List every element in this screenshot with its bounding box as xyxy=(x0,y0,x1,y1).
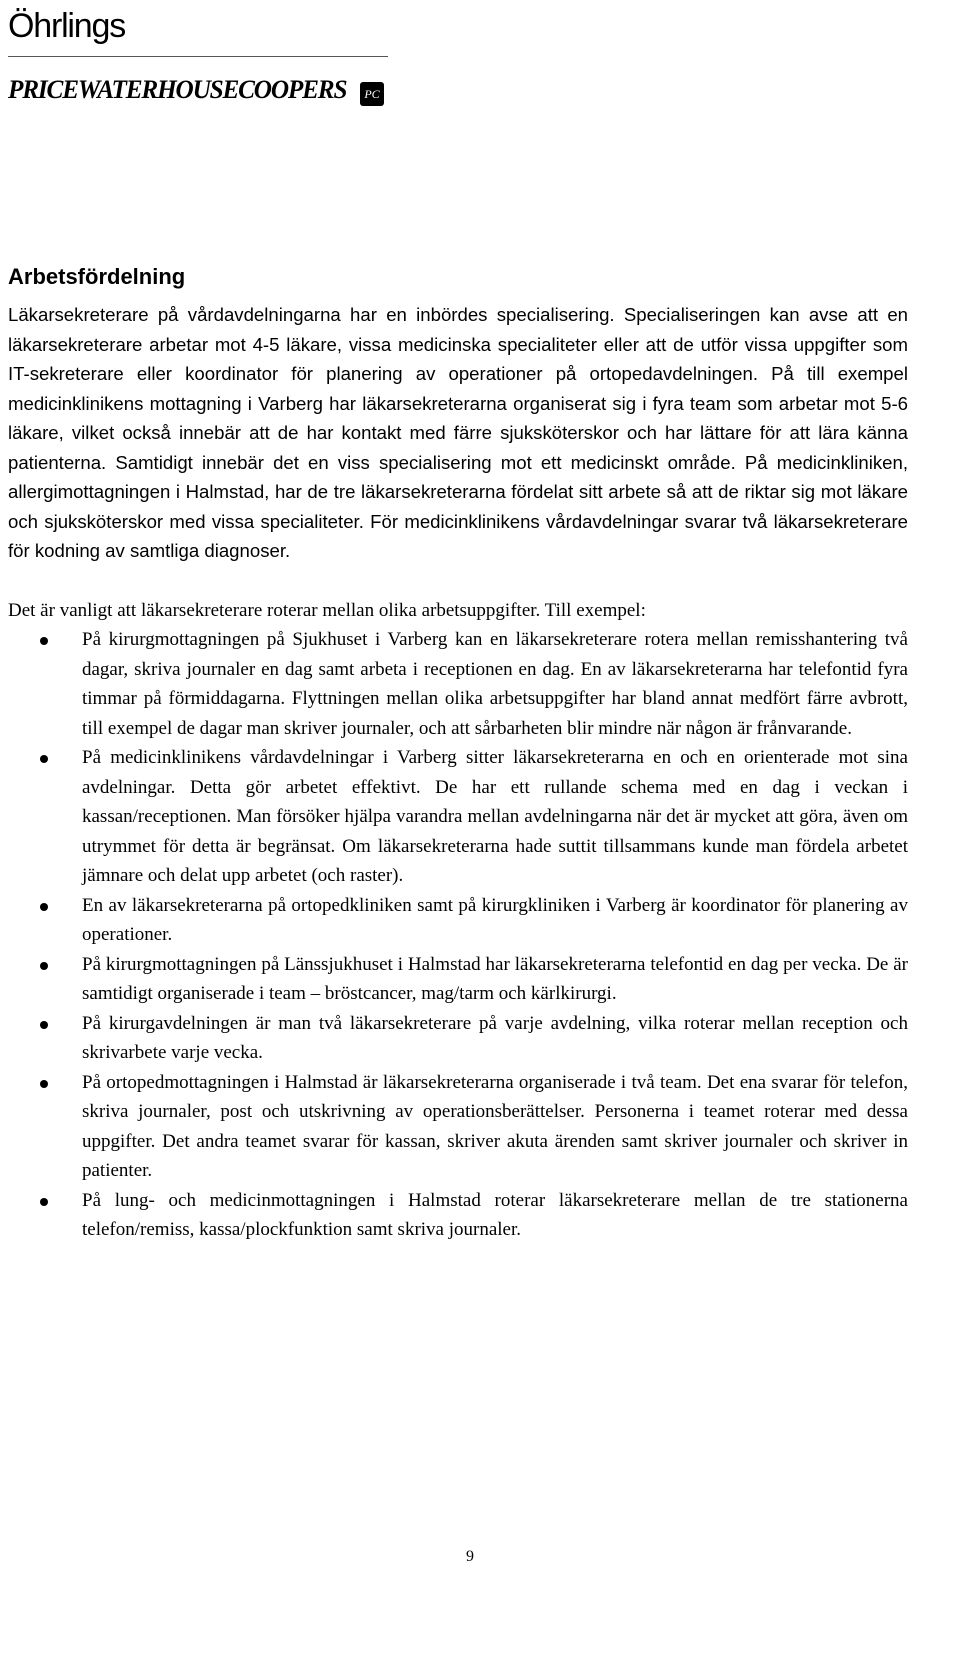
paragraph-specialization: Läkarsekreterare på vårdavdelningarna har en inbördes specialisering. Specialiseringen kan avse att en läkarsekreterare arbetar mot 4-5 läkare, vissa medicinska specialiteter eller att de utför vissa uppgifter som IT-sekreterare eller koordinator för planering av operationer på ortopedavdelningen. På till exempel medicinklinikens mottagning i Varberg har läkarsekreterarna organiserat sig i fyra team som arbetar mot 5-6 läkare, vilket också innebär att de har kontakt med färre sjuksköterskor och har lättare för att lära känna patienterna. Samtidigt innebär det en viss specialisering mot ett medicinskt område. På medicinkliniken, allergimottagningen i Halmstad, har de tre läkarsekreterarna fördelat sitt arbete så att de riktar sig mot läkare och sjuksköterskor med vissa specialiteter. För medicinklinikens vårdavdelningar svarar två läkarsekreterare för kodning av samtliga diagnoser. xyxy=(8,304,908,561)
list-item xyxy=(8,1068,908,1186)
list-item xyxy=(8,1186,908,1245)
list-item xyxy=(8,950,908,1009)
bullet-icon xyxy=(40,1021,48,1029)
list-item-text: På kirurgmottagningen på Sjukhuset i Varberg kan en läkarsekreterare rotera mellan remisshantering två dagar, skriva journaler en dag samt arbeta i receptionen en dag. En av läkarsekreterarna har telefontid fyra timmar på förmiddagarna. Flyttningen mellan olika arbetsuppgifter har bland annat medfört färre avbrott, till exempel de dagar man skriver journaler, och att sårbarheten blir mindre när någon är frånvarande. xyxy=(82,629,908,739)
logo-divider xyxy=(8,56,388,57)
logo-ohrlings-text: Öhrlings xyxy=(8,7,126,45)
list-item xyxy=(8,1009,908,1068)
section-heading: Arbetsfördelning xyxy=(8,264,186,289)
list-item-text: På ortopedmottagningen i Halmstad är läkarsekreterarna organiserade i två team. Det ena svarar för telefon, skriva journaler, post och utskrivning av operationsberättelser. Personerna i teamet roterar med dessa uppgifter. Det andra teamet svarar för kassan, skriver akuta ärenden samt skriver journaler och skriver in patienter. xyxy=(82,1071,908,1181)
page-number: 9 xyxy=(466,1548,474,1565)
company-logo xyxy=(8,4,408,119)
bullet-icon xyxy=(40,962,48,970)
logo-pwc-text: PRICEWATERHOUSECOOPERS xyxy=(8,75,347,104)
list-item-text: På medicinklinikens vårdavdelningar i Varberg sitter läkarsekreterarna en och en orienterade mot sina avdelningar. Detta gör arbetet effektivt. De har ett rullande schema med en dag i veckan i kassan/receptionen. Man försöker hjälpa varandra mellan avdelningarna när det är mycket att göra, även om utrymmet för detta är begränsat. Om läkarsekreterarna hade suttit tillsammans kunde man fördela arbetet jämnare och delat upp arbetet (och raster). xyxy=(82,747,908,886)
rotation-examples-list xyxy=(8,625,908,1245)
list-item-text: På kirurgavdelningen är man två läkarsekreterare på varje avdelning, vilka roterar mellan reception och skrivarbete varje vecka. xyxy=(82,1012,908,1063)
paragraph-rotation-intro: Det är vanligt att läkarsekreterare roterar mellan olika arbetsuppgifter. Till exempel: xyxy=(8,599,646,621)
bullet-icon xyxy=(40,903,48,911)
bullet-icon xyxy=(40,1198,48,1206)
bullet-icon xyxy=(40,637,48,645)
list-item xyxy=(8,743,908,891)
logo-pwc-mark-icon: PC xyxy=(360,82,384,106)
document-body xyxy=(8,262,908,1245)
list-item-text: På lung- och medicinmottagningen i Halmstad roterar läkarsekreterare mellan de tre stationerna telefon/remiss, kassa/plockfunktion samt skriva journaler. xyxy=(82,1189,908,1240)
bullet-icon xyxy=(40,1080,48,1088)
list-item-text: På kirurgmottagningen på Länssjukhuset i Halmstad har läkarsekreterarna telefontid en dag per vecka. De är samtidigt organiserade i team – bröstcancer, mag/tarm och kärlkirurgi. xyxy=(82,953,908,1004)
list-item xyxy=(8,625,908,743)
bullet-icon xyxy=(40,755,48,763)
list-item-text: En av läkarsekreterarna på ortopedkliniken samt på kirurgkliniken i Varberg är koordinator för planering av operationer. xyxy=(82,894,908,945)
list-item xyxy=(8,891,908,950)
